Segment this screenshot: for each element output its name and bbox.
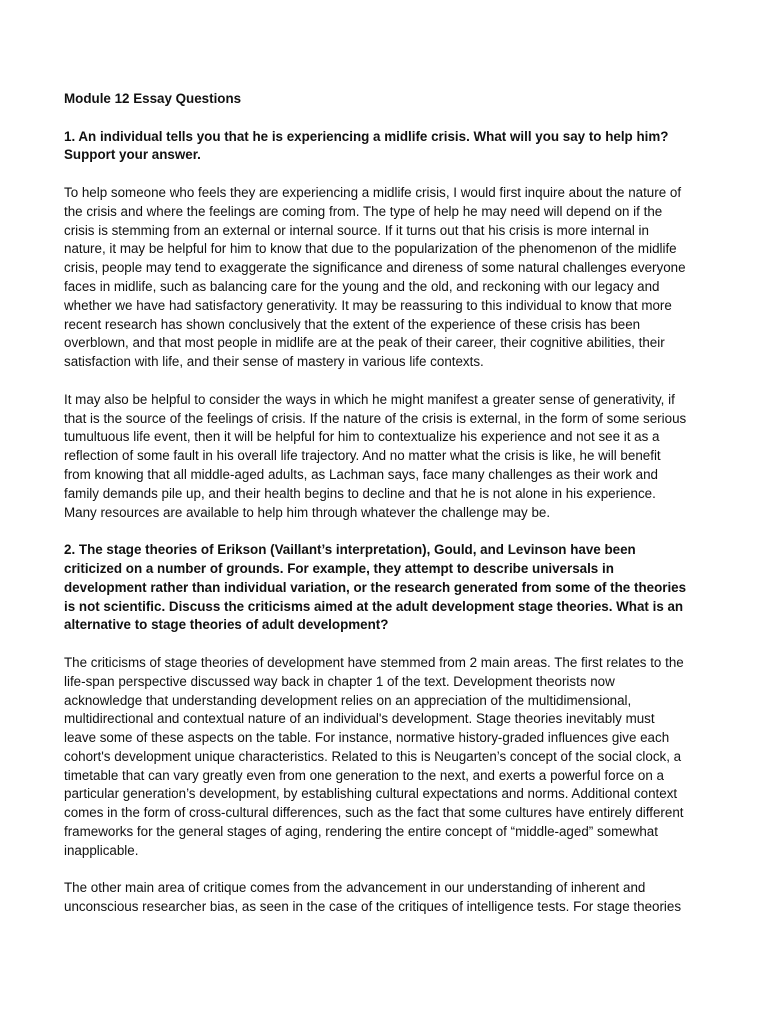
paragraph-line: faces in midlife, such as balancing care for the young and the old, and reckoning with our legacy and bbox=[64, 278, 660, 294]
question-2 bbox=[64, 541, 714, 635]
question-2-line: 2. The stage theories of Erikson (Vaillant’s interpretation), Gould, and Levinson have been bbox=[64, 542, 636, 558]
paragraph-line: family demands pile up, and their health begins to decline and that he is not alone in his experience. bbox=[64, 485, 656, 501]
paragraph-line: recent research has shown conclusively that the extent of the experience of these crisis has been bbox=[64, 316, 641, 332]
question-2-line: is not scientific. Discuss the criticisms aimed at the adult development stage theories. What is an bbox=[64, 598, 684, 614]
paragraph-line: whether we have had satisfactory generativity. It may be reassuring to this individual to know that more bbox=[64, 297, 672, 313]
paragraph-line: crisis is stemming from an external or internal source. If it turns out that his crisis is more internal in bbox=[64, 222, 649, 238]
paragraph-line: inapplicable. bbox=[64, 842, 139, 858]
question-1 bbox=[64, 128, 714, 166]
paragraph-line: crisis, people may tend to exaggerate the significance and direness of some natural challenges everyone bbox=[64, 260, 686, 276]
document-title: Module 12 Essay Questions bbox=[64, 91, 242, 106]
paragraph-line: overblown, and that most people in midlife are at the peak of their career, their cognitive abilities, their bbox=[64, 335, 665, 351]
paragraph-line: It may also be helpful to consider the ways in which he might manifest a greater sense of generativity, if bbox=[64, 391, 675, 407]
paragraph-line: tumultuous life event, then it will be helpful for him to contextualize his experience and not see it as a bbox=[64, 429, 660, 445]
question-1-line: Support your answer. bbox=[64, 147, 201, 163]
question-2-line: criticized on a number of grounds. For example, they attempt to describe universals in bbox=[64, 560, 614, 576]
paragraph-line: nature, it may be helpful for him to know that due to the popularization of the phenomenon of the midlife bbox=[64, 241, 677, 257]
section-2 bbox=[64, 541, 714, 917]
paragraph-line: the crisis and where the feelings are coming from. The type of help he may need will depend on if the bbox=[64, 203, 663, 219]
paragraph-line: The other main area of critique comes from the advancement in our understanding of inherent and bbox=[64, 880, 646, 896]
paragraph-line: from knowing that all middle-aged adults, as Lachman says, face many challenges as their work and bbox=[64, 466, 658, 482]
paragraph-line: multidirectional and contextual nature of an individual's development. Stage theories inevitably must bbox=[64, 711, 655, 727]
answer-2-paragraph-2 bbox=[64, 879, 714, 917]
paragraph-line: The criticisms of stage theories of development have stemmed from 2 main areas. The first relates to the bbox=[64, 654, 684, 670]
paragraph-line: frameworks for the general stages of aging, rendering the entire concept of “middle-aged” somewhat bbox=[64, 824, 658, 840]
paragraph-line: life-span perspective discussed way back in chapter 1 of the text. Development theorists now bbox=[64, 673, 615, 689]
section-1 bbox=[64, 128, 714, 523]
question-1-line: 1. An individual tells you that he is experiencing a midlife crisis. What will you say to help him? bbox=[64, 128, 669, 144]
paragraph-line: acknowledge that understanding development relies on an appreciation of the multidimensional, bbox=[64, 692, 632, 708]
document-page bbox=[64, 90, 714, 936]
paragraph-line: particular generation’s development, by establishing cultural expectations and norms. Additional context bbox=[64, 786, 678, 802]
paragraph-line: satisfaction with life, and their sense of mastery in various life contexts. bbox=[64, 354, 484, 370]
answer-2-paragraph-1 bbox=[64, 654, 714, 861]
question-2-line: development rather than individual variation, or the research generated from some of the theories bbox=[64, 579, 687, 595]
answer-1-paragraph-2 bbox=[64, 391, 714, 523]
paragraph-line: To help someone who feels they are experiencing a midlife crisis, I would first inquire about the nature of bbox=[64, 184, 682, 200]
paragraph-line: that is the source of the feelings of crisis. If the nature of the crisis is external, in the form of some serious bbox=[64, 410, 687, 426]
paragraph-line: cohort's development unique characteristics. Related to this is Neugarten’s concept of the social clock, a bbox=[64, 748, 682, 764]
answer-1-paragraph-1 bbox=[64, 184, 714, 372]
paragraph-line: comes in the form of cross-cultural differences, such as the fact that some cultures have entirely different bbox=[64, 805, 684, 821]
question-2-line: alternative to stage theories of adult development? bbox=[64, 617, 389, 633]
paragraph-line: unconscious researcher bias, as seen in the case of the critiques of intelligence tests. For stage theories bbox=[64, 899, 682, 915]
paragraph-line: leave some of these aspects on the table. For instance, normative history-graded influences give each bbox=[64, 730, 670, 746]
paragraph-line: reflection of some fault in his overall life trajectory. And no matter what the crisis is like, he will benefit bbox=[64, 448, 661, 464]
paragraph-line: Many resources are available to help him through whatever the challenge may be. bbox=[64, 504, 551, 520]
paragraph-line: timetable that can vary greatly even from one generation to the next, and exerts a powerful force on a bbox=[64, 767, 664, 783]
